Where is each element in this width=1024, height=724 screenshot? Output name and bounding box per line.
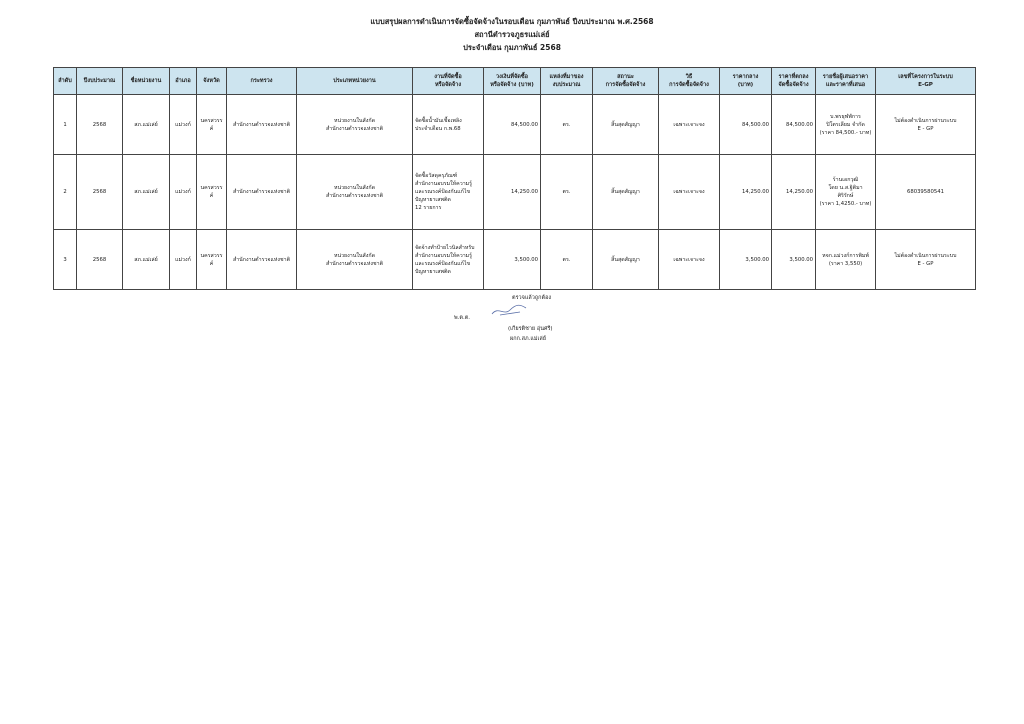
cell-status: สิ้นสุดสัญญา bbox=[593, 155, 659, 230]
table-row bbox=[54, 230, 976, 290]
signer-name: (เกียรติชาย อุ่นศรี) bbox=[508, 326, 553, 332]
cell-agreed-price: 3,500.00 bbox=[772, 230, 816, 290]
col-header-ministry: กระทรวง bbox=[227, 68, 297, 95]
col-header-source: แหล่งที่มาของ งบประมาณ bbox=[541, 68, 593, 95]
cell-agency-type: หน่วยงานในสังกัด สำนักงานตำรวจแห่งชาติ bbox=[297, 230, 413, 290]
cell-bidders: บ.พรธุฬพัการ ปิโตรเลียม จำกัด (ราคา 84,500.- บาท) bbox=[816, 95, 876, 155]
cell-work: จัดซื้อวัสดุครุภัณฑ์ สำนักงานอบรมให้ความรู้ และรณรงค์ป้องกันแก้ไข ปัญหายาเสพติด 12 รายการ bbox=[413, 155, 484, 230]
table-row bbox=[54, 95, 976, 155]
cell-amount: 14,250.00 bbox=[484, 155, 541, 230]
col-header-agency: ชื่อหน่วยงาน bbox=[123, 68, 170, 95]
cell-status: สิ้นสุดสัญญา bbox=[593, 95, 659, 155]
cell-median-price: 14,250.00 bbox=[720, 155, 772, 230]
cell-agency-type: หน่วยงานในสังกัด สำนักงานตำรวจแห่งชาติ bbox=[297, 155, 413, 230]
cell-year: 2568 bbox=[77, 155, 123, 230]
cell-bidders: ร้านเอกวุฒิ โดย น.ส.ฐิติมา ศิริรักษ์ (ราคา 1,4250.- บาท) bbox=[816, 155, 876, 230]
cell-method: เฉพาะเจาะจง bbox=[659, 155, 720, 230]
cell-amount: 84,500.00 bbox=[484, 95, 541, 155]
col-header-year: ปีงบประมาณ bbox=[77, 68, 123, 95]
col-header-work: งานที่จัดซื้อ หรือจัดจ้าง bbox=[413, 68, 484, 95]
cell-district: แม่วงก์ bbox=[170, 230, 197, 290]
cell-ministry: สำนักงานตำรวจแห่งชาติ bbox=[227, 230, 297, 290]
cell-work: จัดซื้อน้ำมันเชื้อเพลิง ประจำเดือน ก.พ.68 bbox=[413, 95, 484, 155]
report-title: แบบสรุปผลการดำเนินการจัดซื้อจัดจ้างในรอบเดือน กุมภาพันธ์ ปีงบประมาณ พ.ศ.2568 bbox=[370, 17, 654, 26]
col-header-no: ลำดับ bbox=[54, 68, 77, 95]
cell-province: นครสวรรค์ bbox=[197, 155, 227, 230]
col-header-egp: เลขที่โครงการในระบบ E-GP bbox=[876, 68, 976, 95]
col-header-method: วิธี การจัดซื้อจัดจ้าง bbox=[659, 68, 720, 95]
procurement-table bbox=[53, 67, 976, 290]
col-header-agency-type: ประเภทหน่วยงาน bbox=[297, 68, 413, 95]
cell-province: นครสวรรค์ bbox=[197, 230, 227, 290]
signature-scribble bbox=[490, 302, 530, 318]
cell-agreed-price: 84,500.00 bbox=[772, 95, 816, 155]
col-header-median-price: ราคากลาง (บาท) bbox=[720, 68, 772, 95]
cell-no: 2 bbox=[54, 155, 77, 230]
cell-median-price: 84,500.00 bbox=[720, 95, 772, 155]
cell-method: เฉพาะเจาะจง bbox=[659, 95, 720, 155]
report-header bbox=[0, 15, 1024, 54]
col-header-status: สถานะ การจัดซื้อจัดจ้าง bbox=[593, 68, 659, 95]
cell-egp: ไม่ต้องดำเนินการผ่านระบบ E - GP bbox=[876, 95, 976, 155]
cell-work: จัดจ้างทำป้ายไวนิลสำหรับ สำนักงานอบรมให้ความรู้ และรณรงค์ป้องกันแก้ไข ปัญหายาเสพติด bbox=[413, 230, 484, 290]
cell-source: ตร. bbox=[541, 95, 593, 155]
col-header-province: จังหวัด bbox=[197, 68, 227, 95]
station-name: สถานีตำรวจภูธรแม่เล่ย์ bbox=[474, 30, 550, 39]
cell-agency-type: หน่วยงานในสังกัด สำนักงานตำรวจแห่งชาติ bbox=[297, 95, 413, 155]
verified-note: ตรวจแล้วถูกต้อง bbox=[512, 295, 552, 301]
cell-source: ตร. bbox=[541, 230, 593, 290]
cell-district: แม่วงก์ bbox=[170, 95, 197, 155]
cell-median-price: 3,500.00 bbox=[720, 230, 772, 290]
cell-bidders: หจก.แม่วงก์การพิมพ์ (ราคา 3,550) bbox=[816, 230, 876, 290]
cell-no: 3 bbox=[54, 230, 77, 290]
cell-agency: สภ.แม่เล่ย์ bbox=[123, 95, 170, 155]
report-period: ประจำเดือน กุมภาพันธ์ 2568 bbox=[463, 43, 561, 52]
cell-agency: สภ.แม่เล่ย์ bbox=[123, 155, 170, 230]
cell-source: ตร. bbox=[541, 155, 593, 230]
cell-egp: 68039580541 bbox=[876, 155, 976, 230]
col-header-district: อำเภอ bbox=[170, 68, 197, 95]
cell-ministry: สำนักงานตำรวจแห่งชาติ bbox=[227, 95, 297, 155]
cell-no: 1 bbox=[54, 95, 77, 155]
cell-agency: สภ.แม่เล่ย์ bbox=[123, 230, 170, 290]
cell-ministry: สำนักงานตำรวจแห่งชาติ bbox=[227, 155, 297, 230]
cell-year: 2568 bbox=[77, 95, 123, 155]
cell-egp: ไม่ต้องดำเนินการผ่านระบบ E - GP bbox=[876, 230, 976, 290]
cell-status: สิ้นสุดสัญญา bbox=[593, 230, 659, 290]
signer-rank: พ.ต.ต. bbox=[454, 315, 471, 321]
table-row bbox=[54, 155, 976, 230]
table-header-row bbox=[54, 68, 976, 95]
col-header-agreed-price: ราคาที่ตกลง จัดซื้อจัดจ้าง bbox=[772, 68, 816, 95]
cell-province: นครสวรรค์ bbox=[197, 95, 227, 155]
cell-method: เฉพาะเจาะจง bbox=[659, 230, 720, 290]
cell-district: แม่วงก์ bbox=[170, 155, 197, 230]
cell-agreed-price: 14,250.00 bbox=[772, 155, 816, 230]
col-header-bidders: รายชื่อผู้เสนอราคา และราคาที่เสนอ bbox=[816, 68, 876, 95]
cell-amount: 3,500.00 bbox=[484, 230, 541, 290]
col-header-amount: วงเงินที่จัดซื้อ หรือจัดจ้าง (บาท) bbox=[484, 68, 541, 95]
signer-position: ผกก.สภ.แม่เล่ย์ bbox=[510, 336, 547, 342]
cell-year: 2568 bbox=[77, 230, 123, 290]
